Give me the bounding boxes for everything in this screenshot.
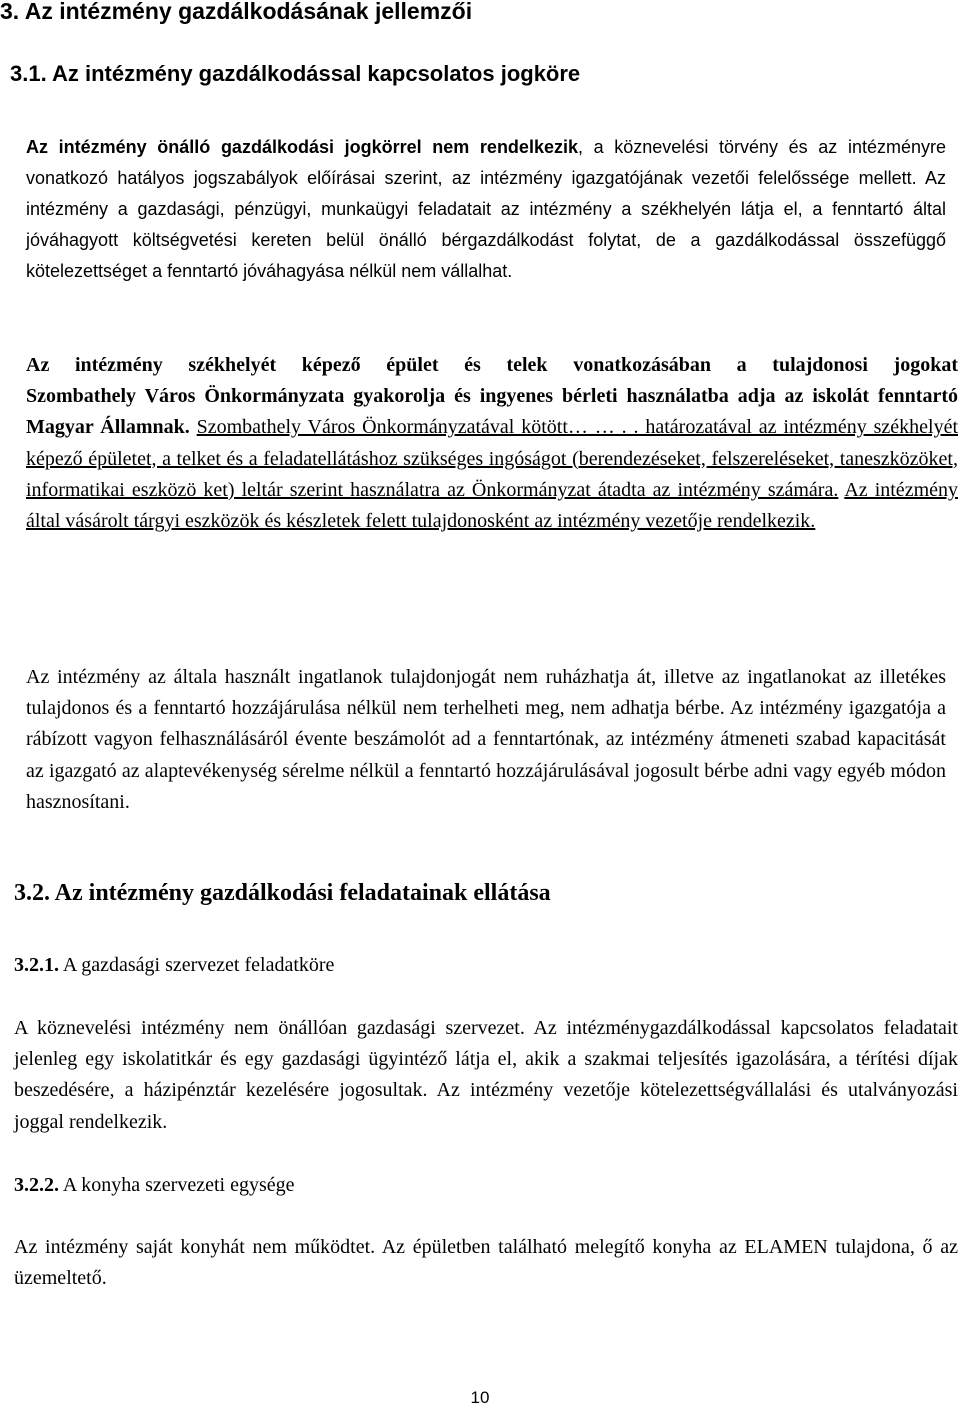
paragraph-bold-text: Szombathely Város Önkormányzata gyakorolja és ingyenes bérleti használatba adja az iskolát fenntartó Magyar Államnak.: [26, 385, 958, 439]
page-number: 10: [470, 1388, 490, 1407]
subsection-heading-2: 3.2. Az intézmény gazdálkodási feladatainak ellátása: [14, 880, 551, 906]
sub-subsection-number: 3.2.1.: [14, 954, 59, 976]
sub-subsection-heading-2: [14, 1170, 954, 1200]
paragraph-text: , a köznevelési törvény és az intézményre vonatkozó hatályos jogszabályok előírásai szerint, az intézmény igazgatójának vezetői felelőssége mellett. Az intézmény a gazdasági, pénzügyi, munkaügyi feladatait az intézmény a székhelyén látja el, a fenntartó által jóváhagyott költségvetési kereten belül önálló bérgazdálkodást folytat, de a gazdálkodással összefüggő kötelezettséget a fenntartó jóváhagyása nélkül nem vállalhat.: [26, 137, 946, 281]
sub-subsection-number-2: 3.2.2.: [14, 1174, 59, 1196]
paragraph-bold-lead: Az intézmény önálló gazdálkodási jogkörrel nem rendelkezik: [26, 137, 578, 157]
sub-subsection-title: A gazdasági szervezet feladatköre: [62, 954, 335, 976]
paragraph-gazdasagi-szervezet: A köznevelési intézmény nem önállóan gazdasági szervezet. Az intézménygazdálkodással kapcsolatos feladatait jelenleg egy iskolatitkár és egy gazdasági ügyintéző látja el, akik a szakmai teljesítés igazolására, a térítési díjak beszedésére, a házipénztár kezelésére jogosultak. Az intézmény vezetője kötelezettségvállalási és utalványozási joggal rendelkezik.: [14, 1017, 958, 1133]
paragraph-underlined-text-2: Az intézmény által vásárolt tárgyi eszközök és készletek felett tulajdonosként az intézmény vezetője rendelkezik.: [26, 478, 958, 533]
paragraph-konyha: Az intézmény saját konyhát nem működtet. Az épületben található melegítő konyha az ELAMEN tulajdona, ő az üzemeltető.: [14, 1236, 958, 1290]
paragraph-ingatlanok: Az intézmény az általa használt ingatlanok tulajdonjogát nem ruházhatja át, illetve az ingatlanokat az illetékes tulajdonos és a fenntartó hozzájárulása nélkül nem terhelheti meg, nem adhatja bérbe. Az intézmény igazgatója a rábízott vagyon felhasználásáról évente beszámolót ad a fenntartónak, az intézmény átmeneti szabad kapacitását az igazgató az alaptevékenység sérelme nélkül a fenntartó hozzájárulásával jogosult bérbe adni vagy egyéb módon hasznosítani.: [26, 666, 946, 813]
paragraph-bold-line: Az intézmény székhelyét képező épület és telek vonatkozásában a tulajdonosi jogokat: [26, 354, 958, 376]
paragraph-tulajdonosi-jogok: [26, 350, 958, 537]
sub-subsection-heading: [14, 950, 954, 980]
section-heading: 3. Az intézmény gazdálkodásának jellemzői: [0, 0, 473, 24]
sub-subsection-title-2: A konyha szervezeti egysége: [62, 1174, 295, 1196]
paragraph-jogkor: [26, 132, 946, 287]
subsection-heading: 3.1. Az intézmény gazdálkodással kapcsolatos jogköre: [10, 61, 581, 86]
paragraph-underlined-text: Szombathely Város Önkormányzatával kötött… … . . határozatával az intézmény székhelyét képező épületet, a telket és a feladatellátáshoz szükséges ingóságot (berendezéseket, felszereléseket, taneszközöket, informatikai eszközö ket) leltár szerint használatra az Önkormányzat átadta az intézmény számára.: [26, 416, 958, 501]
